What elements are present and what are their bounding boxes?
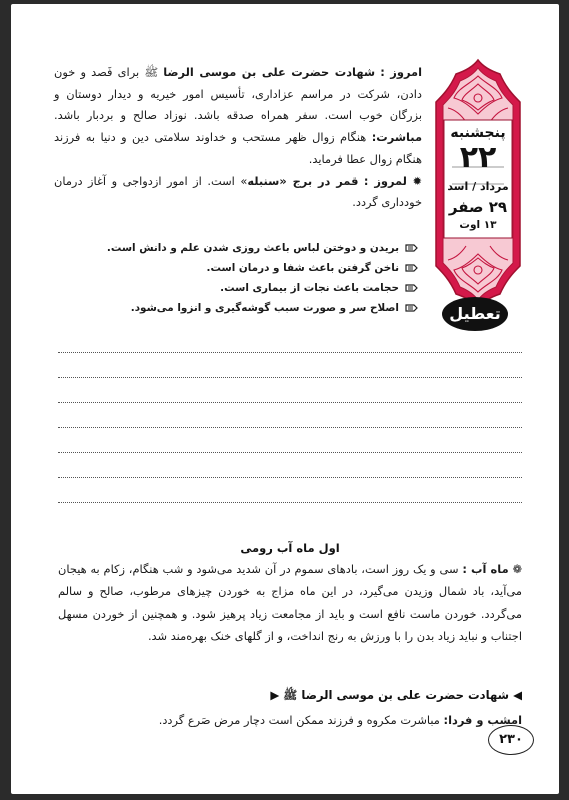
note-line	[58, 427, 522, 428]
list-item-text: بریدن و دوختن لباس باعث روزی شدن علم و دانش است.	[106, 242, 399, 254]
event-line	[200, 688, 522, 705]
moon-text-b: » است. از امور ازدواجی و آغاز درمان خودداری گردد.	[54, 173, 422, 210]
moon-icon: ✹	[412, 173, 423, 188]
pen-icon	[405, 303, 418, 313]
note-line	[58, 502, 522, 503]
flower-icon: ❁	[512, 562, 522, 576]
badge-weekday: پنجشنبه	[450, 125, 506, 141]
moon-label: لمروز :	[363, 173, 407, 188]
note-line	[58, 477, 522, 478]
tonight-line	[90, 713, 522, 727]
honorific-glyph: ﷺ	[283, 688, 298, 702]
badge-greg-date: ۱۳ اوت	[459, 219, 497, 231]
intercourse-text: هنگام زوال ظهر مستحب و خداوند سلامتی دین و دنیا به فرزند هنگام زوال عطا فرماید.	[54, 130, 422, 166]
moon-paragraph	[54, 171, 422, 214]
today-section	[54, 62, 422, 214]
list-item	[58, 238, 418, 258]
honorific-glyph: ﷺ	[144, 65, 159, 79]
triangle-right-icon: ▶	[270, 688, 280, 702]
note-line	[58, 402, 522, 403]
event-text: شهادت حضرت علی بن موسی الرضا	[301, 688, 510, 702]
actions-list	[58, 238, 418, 318]
moon-sign: سنبله	[247, 173, 280, 188]
pen-icon	[405, 243, 418, 253]
section-title: اول ماه آب رومی	[240, 541, 340, 555]
list-item-text: حجامت باعث نجات از بیماری است.	[220, 282, 399, 294]
badge-solar-month: مرداد / اسد	[447, 180, 509, 193]
today-label: امروز :	[380, 65, 422, 79]
date-badge	[432, 118, 524, 231]
today-text: برای فَصد و خون دادن، شرکت در مراسم عزاداری، تأسیس امور خیریه و دیدار دوستان و بزرگان خوب است. سفر همراه صدقه باشد. نوزاد صالح و بردبار باشد.	[54, 65, 422, 123]
today-event: شهادت حضرت علی بن موسی الرضا	[163, 65, 376, 79]
moon-text-a: قمر در برج «	[279, 173, 359, 188]
pen-icon	[405, 263, 418, 273]
section-text: سی و یک روز است، بادهای سموم در آن شدید می‌شود و شب هنگام، زکام به هیجان می‌آید، باد شمال وزیدن می‌گیرد، در این ماه مزاج به خوردن چیزهای مرطوب، صالح و سالم می‌گردد. خوردن ماست نافع است و باید از مجامعت زیاد پرهیز شود. و همچنین از خوردن مسهل اجتناب و نباید زیاد بدن را با ورزش به رنج انداخت، و از گلهای خنک بهره‌مند شد.	[58, 562, 522, 644]
pen-icon	[405, 283, 418, 293]
list-item	[58, 298, 418, 318]
list-item-text: ناخن گرفتن باعث شفا و درمان است.	[206, 262, 399, 274]
note-line	[58, 352, 522, 353]
list-item-text: اصلاح سر و صورت سبب گوشه‌گیری و انزوا می‌شود.	[130, 302, 399, 314]
intercourse-label: مباشرت	[376, 130, 422, 145]
today-paragraph: امروز : شهادت حضرت علی بن موسی الرضا ﷺ برای فَصد و خون دادن، شرکت در مراسم عزاداری، تأسیس امور خیریه و دیدار دوستان و بزرگان خوب است. سفر همراه صدقه باشد. نوزاد صالح و بردبار باشد. مباشرت: هنگام زوال ظهر مستحب و خداوند سلامتی دین و دنیا به فرزند هنگام زوال عطا فرماید.	[54, 65, 422, 166]
triangle-left-icon: ◀	[513, 688, 522, 702]
list-item	[58, 258, 418, 278]
holiday-badge: تعطیل	[442, 297, 508, 331]
badge-lunar-date: ۲۹ صفر	[448, 198, 508, 216]
badge-day: ۲۲	[459, 140, 497, 175]
note-line	[58, 452, 522, 453]
section-paragraph	[58, 558, 522, 648]
list-item	[58, 278, 418, 298]
tonight-text: مباشرت مکروه و فرزند ممکن است دچار مرض صَرع گردد.	[158, 713, 440, 727]
page-number: ۲۳۰	[488, 725, 534, 755]
tonight-label: امشب و فردا:	[443, 713, 522, 727]
note-line	[58, 377, 522, 378]
section-label: ماه آب :	[462, 562, 509, 576]
